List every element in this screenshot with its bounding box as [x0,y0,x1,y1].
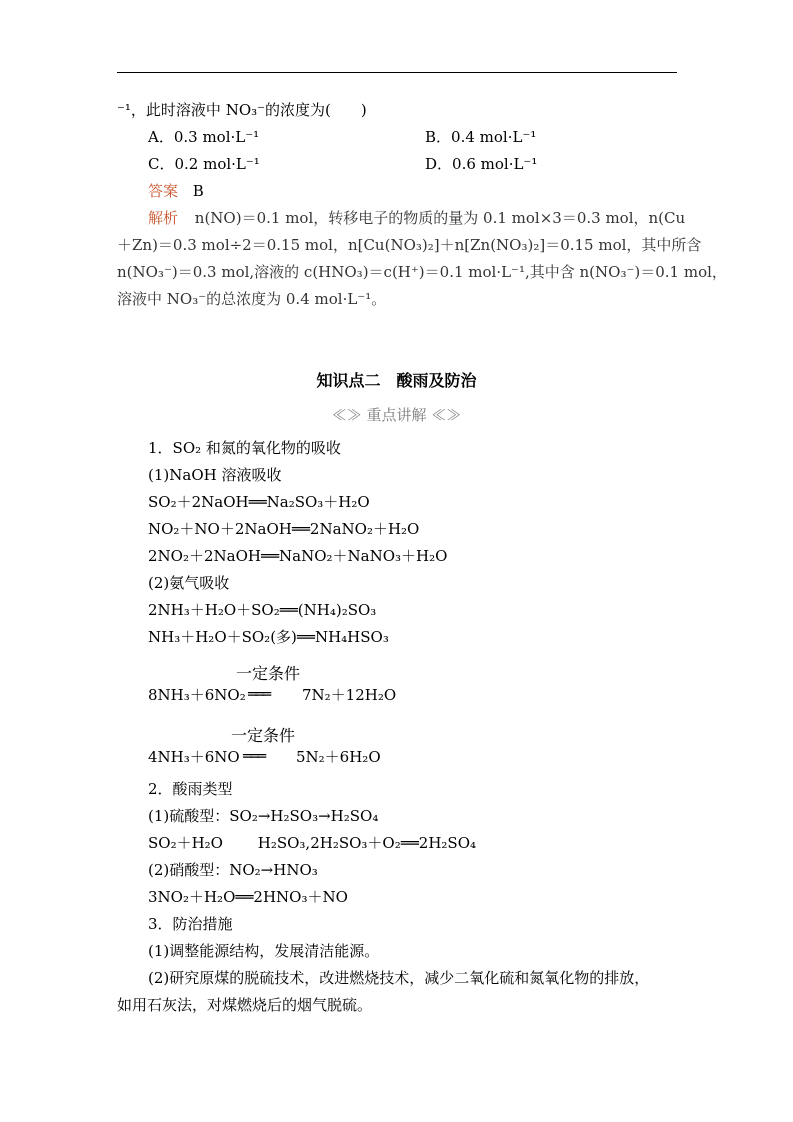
answer-row [148,181,204,201]
equation-8: SO₂＋H₂O H₂SO₃,2H₂SO₃＋O₂══2H₂SO₄ [148,834,477,852]
heading-1: 1．SO₂ 和氮的氧化物的吸收 [148,439,341,457]
header-rule [117,72,677,73]
option-a: A．0.3 mol·L⁻¹ [148,128,260,146]
paragraph-ammonia: (2)氨气吸收 [148,574,230,592]
paragraph-desulfurization-1: (2)研究原煤的脱硫技术，改进燃烧技术，减少二氧化硫和氮氧化物的排放， [148,969,650,987]
heading-3: 3．防治措施 [148,915,233,933]
equation-9: 3NO₂＋H₂O══2HNO₃＋NO [148,888,348,906]
equation-5: NH₃＋H₂O＋SO₂(多)══NH₄HSO₃ [148,628,389,646]
paragraph-naoh: (1)NaOH 溶液吸收 [148,466,282,484]
equation-2: NO₂＋NO＋2NaOH══2NaNO₂＋H₂O [148,520,420,538]
equation-7-left: 4NH₃＋6NO [148,748,240,766]
option-b: B．0.4 mol·L⁻¹ [425,128,537,146]
answer-value: B [192,182,204,200]
equation-7-sign: ═══ [243,747,265,765]
condition-label-1: 一定条件 [236,664,301,683]
analysis-label: 解析 [148,209,179,227]
equation-3: 2NO₂＋2NaOH══NaNO₂＋NaNO₃＋H₂O [148,547,448,565]
equation-6-left: 8NH₃＋6NO₂ [148,686,246,704]
equation-6-sign: ═══ [248,685,270,703]
equation-4: 2NH₃＋H₂O＋SO₂══(NH₄)₂SO₃ [148,601,377,619]
section-subtitle: ≪≫ 重点讲解 ≪≫ [331,406,462,424]
analysis-line-4: 溶液中 NO₃⁻的总浓度为 0.4 mol·L⁻¹。 [117,290,387,308]
paragraph-sulfuric: (1)硫酸型：SO₂→H₂SO₃→H₂SO₄ [148,807,379,825]
section-title: 知识点二 酸雨及防治 [316,371,477,390]
heading-2: 2．酸雨类型 [148,780,233,798]
condition-label-2: 一定条件 [231,726,296,745]
option-d: D．0.6 mol·L⁻¹ [425,155,538,173]
analysis-text-1: n(NO)＝0.1 mol，转移电子的物质的量为 0.1 mol×3＝0.3 mol，n(Cu [194,209,686,227]
equation-6-right: 7N₂＋12H₂O [302,686,397,704]
paragraph-desulfurization-2: 如用石灰法，对煤燃烧后的烟气脱硫。 [117,996,373,1014]
question-stem: ⁻¹，此时溶液中 NO₃⁻的浓度为( ) [117,101,367,119]
analysis-line-2: ＋Zn)＝0.3 mol÷2＝0.15 mol，n[Cu(NO₃)₂]＋n[Zn(NO₃)₂]＝0.15 mol，其中所含 [117,236,702,254]
answer-label: 答案 [148,182,179,200]
option-c: C．0.2 mol·L⁻¹ [148,155,260,173]
equation-7-right: 5N₂＋6H₂O [296,748,381,766]
paragraph-energy: (1)调整能源结构，发展清洁能源。 [148,942,380,960]
analysis-line-3: n(NO₃⁻)＝0.3 mol,溶液的 c(HNO₃)＝c(H⁺)＝0.1 mol·L⁻¹,其中含 n(NO₃⁻)＝0.1 mol， [117,263,727,281]
paragraph-nitric: (2)硝酸型：NO₂→HNO₃ [148,861,318,879]
equation-1: SO₂＋2NaOH══Na₂SO₃＋H₂O [148,493,370,511]
analysis-line-1 [148,208,686,228]
